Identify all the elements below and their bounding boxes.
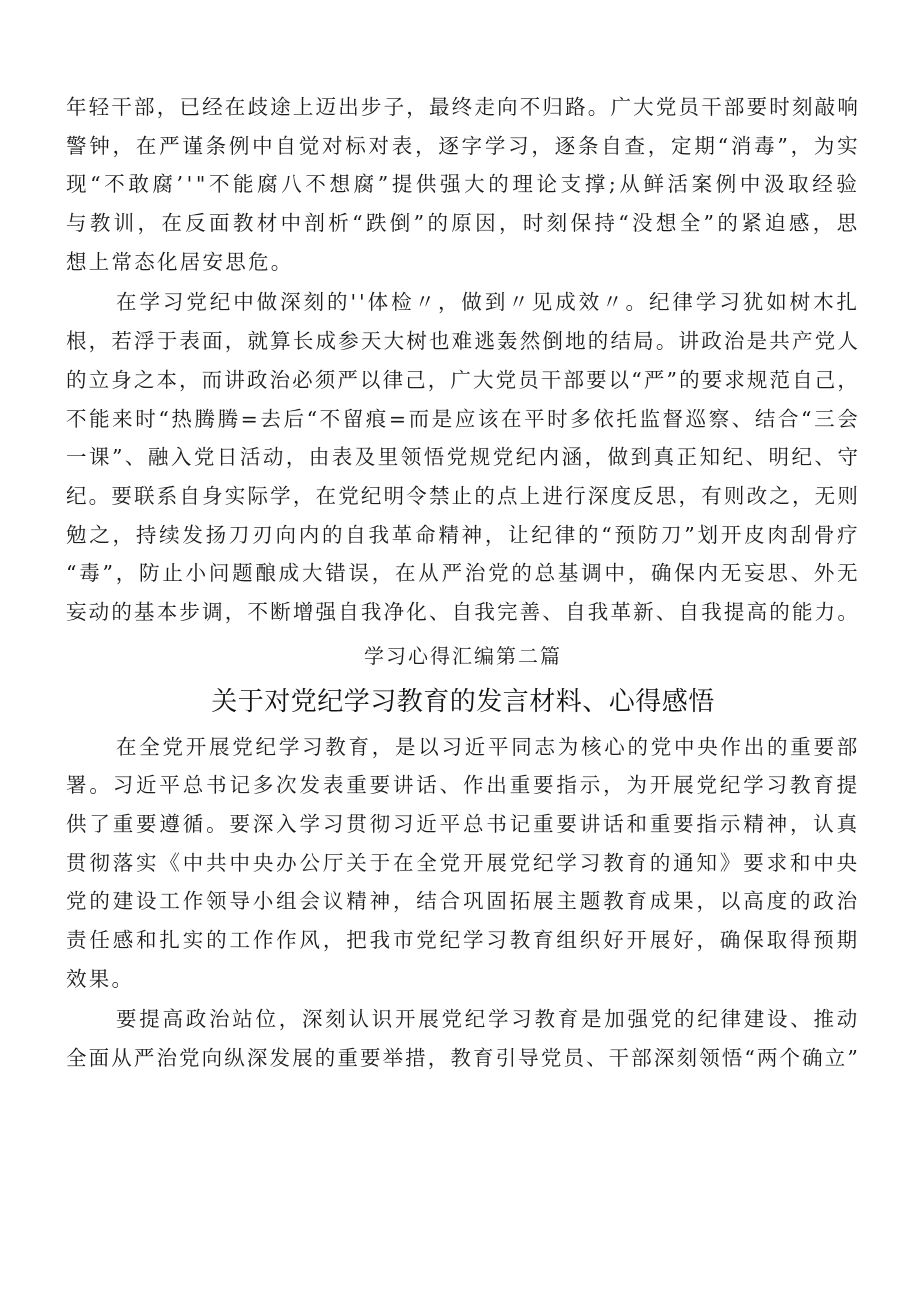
text-line: 现“不敢腐’'"不能腐八不想腐”提供强大的理论支撑;从鲜活案例中汲取经验 (66, 172, 861, 197)
text-line: 效果。 (66, 966, 135, 991)
text-line: 要提高政治站位，深刻认识开展党纪学习教育是加强党的纪律建设、推动 (116, 1007, 860, 1032)
text-line: “毒”，防止小问题酿成大错误，在从严治党的总基调中，确保内无妄思、外无 (66, 561, 861, 586)
text-line: 供了重要遵循。要深入学习贯彻习近平总书记重要讲话和重要指示精神，认真 (66, 812, 860, 836)
text-line: 在全党开展党纪学习教育，是以习近平同志为核心的党中央作出的重要部 (116, 734, 860, 759)
text-line: 在学习党纪中做深刻的''体检〃，做到〃见成效〃。纪律学习犹如树木扎 (116, 290, 860, 315)
text-line: 想上常态化居安思危。 (66, 249, 294, 274)
text-line: 的立身之本，而讲政治必须严以律己，广大党员干部要以“严”的要求规范自己， (66, 367, 860, 392)
paragraph-2 (66, 283, 860, 631)
text-line: 党的建设工作领导小组会议精神，结合巩固拓展主题教育成果，以高度的政治 (66, 889, 860, 914)
text-line: 根，若浮于表面，就算长成参天大树也难逃轰然倒地的结局。讲政治是共产党人 (66, 329, 860, 354)
paragraph-3 (66, 728, 860, 999)
text-line: 纪。要联系自身实际学，在党纪明令禁止的点上进行深度反思，有则改之，无则 (66, 483, 860, 508)
text-line: 年轻干部，已经在歧途上迈出步子，最终走向不归路。广大党员干部要时刻敲响 (66, 95, 860, 119)
text-line: 责任感和扎实的工作作风，把我市党纪学习教育组织好开展好，确保取得预期 (66, 928, 860, 953)
text-line: 妄动的基本步调，不断增强自我净化、自我完善、自我革新、自我提高的能力。 (66, 599, 860, 624)
text-line: 勉之，持续发扬刀刃向内的自我革命精神，让纪律的“预防刀”划开皮肉刮骨疗 (66, 522, 861, 547)
text-line: 警钟，在严谨条例中自觉对标对表，逐字学习，逐条自查，定期“消毒”，为实 (66, 133, 861, 158)
document-page (66, 88, 860, 1078)
text-line: 全面从严治党向纵深发展的重要举措，教育引导党员、干部深刻领悟“两个确立” (66, 1046, 860, 1071)
paragraph-1 (66, 88, 860, 281)
text-line: 与教训，在反面教材中剖析“跌倒”的原因，时刻保持“没想全”的紧迫感，思 (66, 211, 861, 236)
text-line: 贯彻落实《中共中央办公厅关于在全党开展党纪学习教育的通知》要求和中央 (66, 850, 860, 875)
text-line: 不能来时“热腾腾=去后“不留痕=而是应该在平时多依托监督巡察、结合“三会 (66, 406, 861, 431)
text-line: 署。习近平总书记多次发表重要讲话、作出重要指示，为开展党纪学习教育提 (66, 773, 860, 798)
paragraph-4 (66, 1000, 860, 1077)
article-title: 关于对党纪学习教育的发言材料、心得感悟 (211, 686, 715, 717)
section-label: 学习心得汇编第二篇 (364, 643, 562, 668)
text-line: 一课”、融入党日活动，由表及里领悟党规党纪内涵，做到真正知纪、明纪、守 (66, 445, 861, 470)
